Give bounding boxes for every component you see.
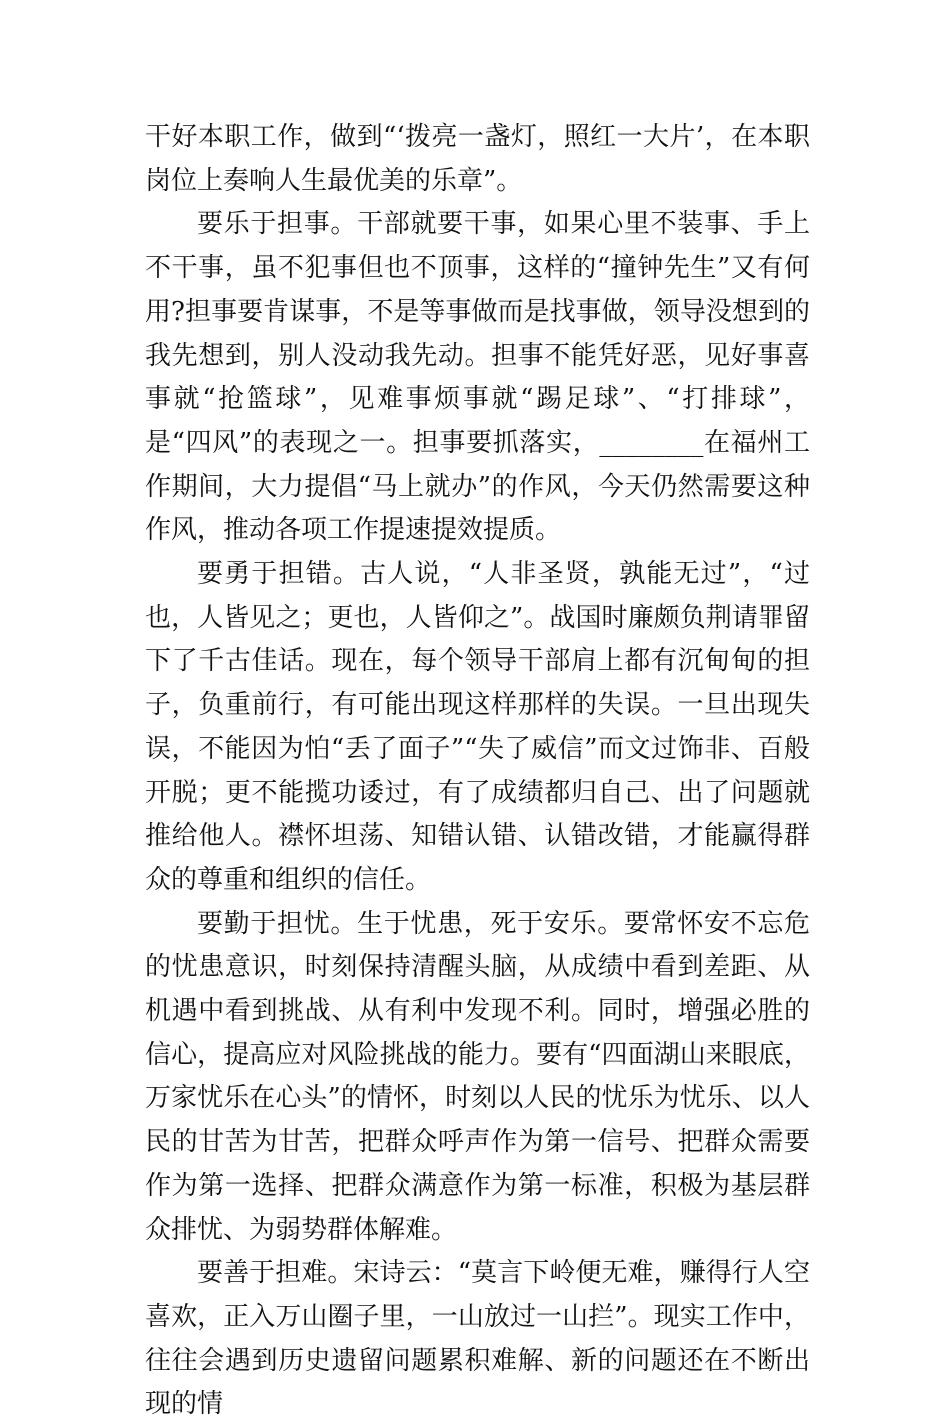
paragraph-continuation: 干好本职工作，做到“‘拨亮一盏灯，照红一大片’，在本职岗位上奏响人生最优美的乐章”。 [145,122,810,196]
paragraph-dare-to-take-on-tasks: 要乐于担事。干部就要干事，如果心里不装事、手上不干事，虽不犯事但也不顶事，这样的“撞钟先生”又有何用?担事要肯谋事，不是等事做而是找事做，领导没想到的我先想到，别人没动我先动。担事不能凭好恶，见好事喜事就“抢篮球”，见难事烦事就“踢足球”、“打排球”，是“四风”的表现之一。担事要抓落实，________在福州工作期间，大力提倡“马上就办”的作风，今天仍然需要这种作风，推动各项工作提速提效提质。 [145,209,810,546]
paragraph-bear-worries: 要勤于担忧。生于忧患，死于安乐。要常怀安不忘危的忧患意识，时刻保持清醒头脑，从成绩中看到差距、从机遇中看到挑战、从有利中发现不利。同时，增强必胜的信心，提高应对风险挑战的能力。要有“四面湖山来眼底，万家忧乐在心头”的情怀，时刻以人民的忧乐为忧乐、以人民的甘苦为甘苦，把群众呼声作为第一信号、把群众需要作为第一选择、把群众满意作为第一标准，积极为基层群众排忧、为弱势群体解难。 [145,908,810,1245]
paragraph-tackle-difficulties: 要善于担难。宋诗云：“莫言下岭便无难，赚得行人空喜欢，正入万山圈子里，一山放过一山拦”。现实工作中，往往会遇到历史遗留问题累积难解、新的问题还在不断出现的情 [145,1258,810,1420]
document-body [145,116,810,1427]
paragraph-take-responsibility-for-mistakes: 要勇于担错。古人说，“人非圣贤，孰能无过”，“过也，人皆见之；更也，人皆仰之”。战国时廉颇负荆请罪留下了千古佳话。现在，每个领导干部肩上都有沉甸甸的担子，负重前行，有可能出现这样那样的失误。一旦出现失误，不能因为怕“丢了面子”“失了威信”而文过饰非、百般开脱；更不能揽功诿过，有了成绩都归自己、出了问题就推给他人。襟怀坦荡、知错认错、认错改错，才能赢得群众的尊重和组织的信任。 [145,559,810,895]
